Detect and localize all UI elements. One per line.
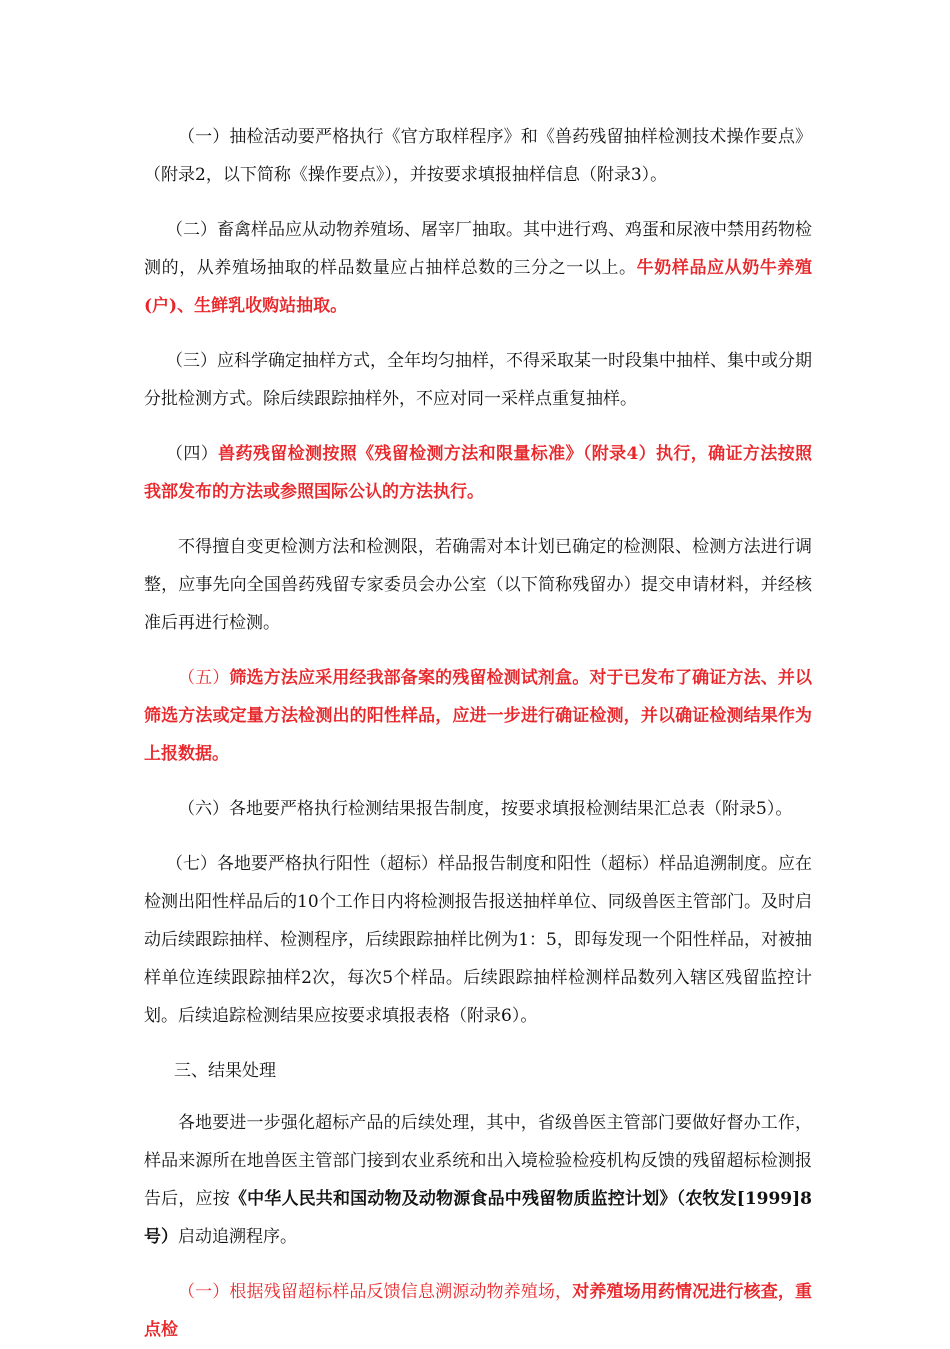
paragraph-text: （四） [166,444,219,464]
paragraph [144,1273,812,1349]
paragraph [144,1104,812,1256]
highlighted-text: （一）根据残留超标样品反馈信息溯源动物养殖场， [178,1282,573,1302]
highlighted-text: 《中华人民共和国动物及动物源食品中残留物质监控计划》（农牧发[1999]8号） [144,1189,813,1247]
highlighted-text: 对养殖场用药情况进行核查，重点检 [144,1282,813,1340]
paragraph [144,118,812,194]
highlighted-text: 兽药残留检测按照《残留检测方法和限量标准》（附录4）执行，确证方法按照我部发布的方法或参照国际公认的方法执行。 [144,444,812,502]
paragraph [144,790,812,828]
paragraph [144,211,812,325]
highlighted-text: （五） [178,668,230,688]
paragraph [144,342,812,418]
section-heading [144,1052,812,1090]
paragraph [144,528,812,642]
paragraph-text: （三）应科学确定抽样方式，全年均匀抽样，不得采取某一时段集中抽样、集中或分期分批检测方式。除后续跟踪抽样外，不应对同一采样点重复抽样。 [144,351,812,409]
paragraph-text: 不得擅自变更检测方法和检测限，若确需对本计划已确定的检测限、检测方法进行调整，应事先向全国兽药残留专家委员会办公室（以下简称残留办）提交申请材料，并经核准后再进行检测。 [144,537,812,633]
paragraph [144,659,812,773]
paragraph-text: 启动追溯程序。 [178,1227,297,1247]
paragraph-text: （一）抽检活动要严格执行《官方取样程序》和《兽药残留抽样检测技术操作要点》（附录2，以下简称《操作要点》），并按要求填报抽样信息（附录3）。 [144,127,812,185]
paragraph-text: （二）畜禽样品应从动物养殖场、屠宰厂抽取。其中进行鸡、鸡蛋和尿液中禁用药物检测的，从养殖场抽取的样品数量应占抽样总数的三分之一以上。 [144,220,812,278]
paragraph-text: 各地要进一步强化超标产品的后续处理，其中，省级兽医主管部门要做好督办工作，样品来源所在地兽医主管部门接到农业系统和出入境检验检疫机构反馈的残留超标检测报告后，应按 [144,1113,812,1209]
paragraph-text: （七）各地要严格执行阳性（超标）样品报告制度和阳性（超标）样品追溯制度。应在检测出阳性样品后的10个工作日内将检测报告报送抽样单位、同级兽医主管部门。及时启动后续跟踪抽样、检测程序，后续跟踪抽样比例为1：5，即每发现一个阳性样品，对被抽样单位连续跟踪抽样2次，每次5个样品。后续跟踪抽样检测样品数列入辖区残留监控计划。后续追踪检测结果应按要求填报表格（附录6）。 [144,854,812,1026]
paragraph [144,435,812,511]
paragraph-text: （六）各地要严格执行检测结果报告制度，按要求填报检测结果汇总表（附录5）。 [178,799,793,819]
highlighted-text: 牛奶样品应从奶牛养殖(户)、生鲜乳收购站抽取。 [144,258,813,316]
paragraph [144,845,812,1035]
paragraph-text: 三、结果处理 [174,1061,276,1081]
highlighted-text: 筛选方法应采用经我部备案的残留检测试剂盒。对于已发布了确证方法、并以筛选方法或定量方法检测出的阳性样品，应进一步进行确证检测，并以确证检测结果作为上报数据。 [144,668,813,764]
